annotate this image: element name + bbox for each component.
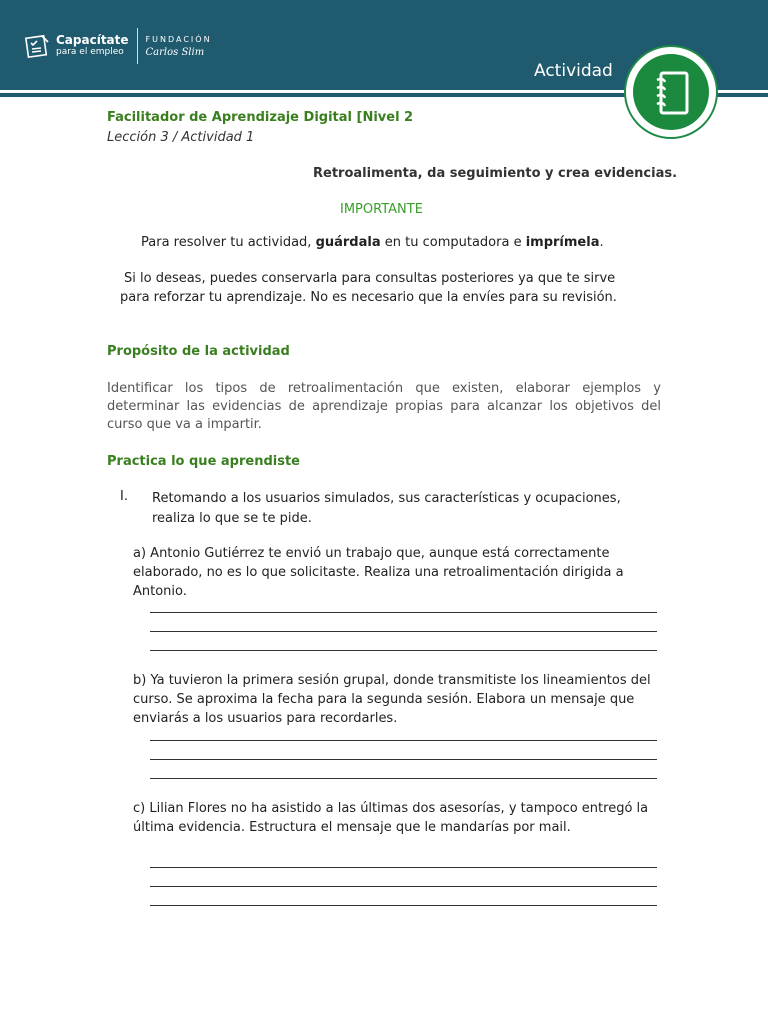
foundation-name: Carlos Slim [145, 47, 205, 58]
question-b: b) Ya tuvieron la primera sesión grupal, donde transmitiste los lineamientos del curso. Se aproxima la fecha para la segunda sesión. Elabora un mensaje que enviarás a los usuarios para recordarles. [133, 673, 651, 726]
answer-line-a2[interactable] [150, 631, 657, 632]
instruction-part: Para resolver tu actividad, [141, 235, 316, 250]
answer-line-b2[interactable] [150, 759, 657, 760]
answer-line-a1[interactable] [150, 612, 657, 613]
important-label: IMPORTANTE [340, 202, 423, 217]
capacitate-logo [24, 28, 212, 64]
brand-title: Capacítate [56, 33, 129, 47]
answer-line-b1[interactable] [150, 740, 657, 741]
instruction-part: en tu computadora e [380, 235, 526, 250]
activity-subtitle: Retroalimenta, da seguimiento y crea evidencias. [313, 166, 678, 181]
notebook-icon [653, 70, 691, 116]
instruction-bold-save: guárdala [315, 235, 381, 250]
activity-badge [624, 45, 718, 139]
purpose-text: Identificar los tipos de retroalimentación que existen, elaborar ejemplos y determinar las evidencias de aprendizaje propias para alcanzar los objetivos del curso que va a impartir. [107, 381, 661, 432]
note-line-2: para reforzar tu aprendizaje. No es necesario que la envíes para su revisión. [120, 290, 617, 305]
answer-line-a3[interactable] [150, 650, 657, 651]
instruction-text [141, 235, 604, 250]
instruction-bold-print: imprímela [525, 235, 600, 250]
section-label: Actividad [534, 61, 613, 81]
note-line-1: Si lo deseas, puedes conservarla para consultas posteriores ya que te sirve [124, 271, 616, 286]
answer-line-b3[interactable] [150, 778, 657, 779]
foundation-label: FUNDACIÓN [145, 35, 212, 44]
lesson-label: Lección 3 / Actividad 1 [107, 130, 255, 145]
answer-line-c2[interactable] [150, 886, 657, 887]
section-numeral: I. [120, 489, 128, 504]
question-c: c) Lilian Flores no ha asistido a las últimas dos asesorías, y tampoco entregó la última evidencia. Estructura el mensaje que le mandarías por mail. [133, 801, 649, 835]
section-instruction: Retomando a los usuarios simulados, sus características y ocupaciones, realiza lo que se te pide. [152, 491, 621, 526]
practice-heading: Practica lo que aprendiste [107, 454, 301, 469]
question-a: a) Antonio Gutiérrez te envió un trabajo que, aunque está correctamente elaborado, no es lo que solicitaste. Realiza una retroalimentación dirigida a Antonio. [133, 546, 624, 599]
course-title: Facilitador de Aprendizaje Digital [Nivel 2 [107, 110, 414, 125]
brand-subtitle: para el empleo [56, 47, 124, 57]
answer-line-c1[interactable] [150, 867, 657, 868]
logo-divider [137, 28, 138, 64]
checklist-icon [24, 33, 50, 59]
instruction-part: . [599, 235, 604, 250]
answer-line-c3[interactable] [150, 905, 657, 906]
purpose-heading: Propósito de la actividad [107, 344, 290, 359]
